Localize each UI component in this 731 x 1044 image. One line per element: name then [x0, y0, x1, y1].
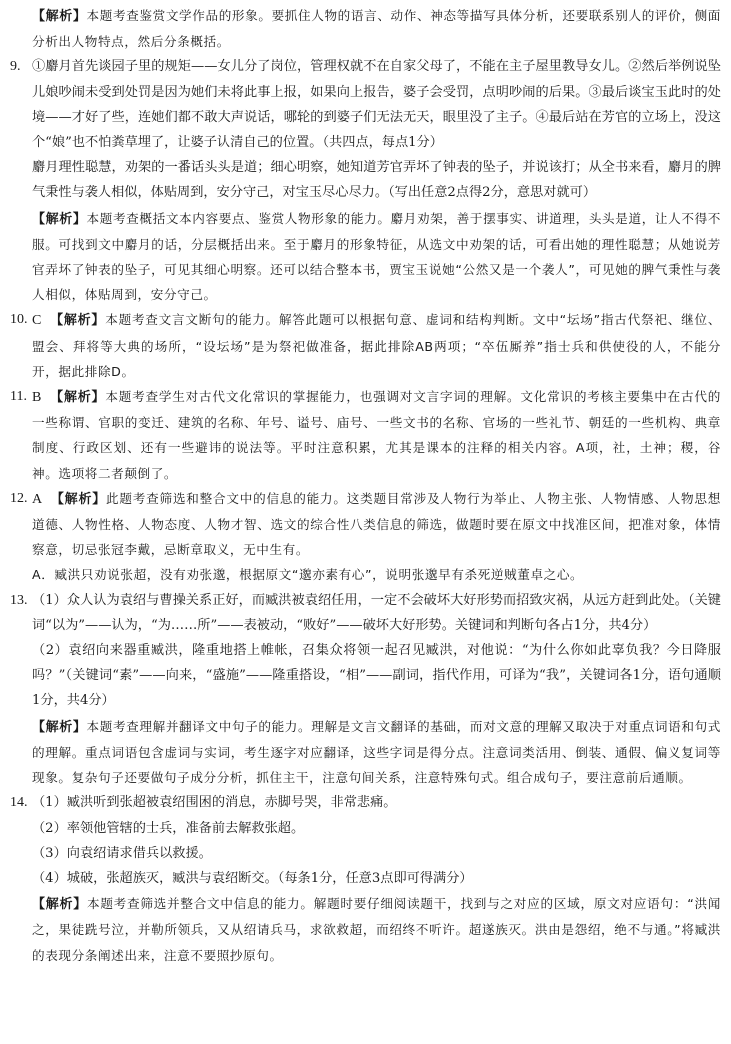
analysis-label: 【解析】: [32, 9, 87, 24]
question-number: 12.: [10, 490, 28, 506]
q14-item-4: （4）城破，张超族灭，臧洪与袁绍断交。（每条1分，任意3点即可得满分）: [32, 870, 473, 886]
analysis-label: 【解析】: [32, 897, 87, 913]
question-number: 9.: [10, 59, 21, 75]
q13-part2: （2）袁绍向来器重臧洪，隆重地搭上帷帐，召集众将领一起召见臧洪，对他说：“为什么你如此辜负我？今日降服吗？”（关键词“素”——向来，“盛施”——隆重搭设，“相”——副词，指代作用，可译为“我”，关键词各1分，语句通顺1分，共4分）: [32, 643, 721, 709]
analysis-label: 【解析】: [50, 491, 107, 507]
q14-item-1: （1）臧洪听到张超被袁绍围困的消息，赤脚号哭，非常悲痛。: [32, 795, 397, 811]
analysis-label: 【解析】: [32, 719, 87, 735]
q13-analysis: [32, 714, 721, 791]
analysis-label: 【解析】: [49, 313, 106, 329]
question-number: 11.: [10, 389, 27, 405]
analysis-text: 本题考查筛选并整合文中信息的能力。解题时要仔细阅读题干，找到与之对应的区域，原文对应语句：“洪闻之，果徒跣号泣，并勒所领兵，又从绍请兵马，求欲救超，而绍终不听许。超遂族灭。洪由是怨绍，绝不与通。”将臧洪的表现分条阐述出来，注意不要照抄原句。: [32, 896, 721, 963]
analysis-text: 本题考查理解并翻译文中句子的能力。理解是文言文翻译的基础，而对文意的理解又取决于对重点词语和句式的理解。重点词语包含虚词与实词，考生逐字对应翻译，这些字词是得分点。注意词类活用、倒装、通假、偏义复词等现象。复杂句子还要做句子成分分析，抓住主干，注意句间关系，注意特殊句式。组合成句子，要注意前后通顺。: [32, 718, 721, 786]
question-10: [0, 307, 731, 384]
answer-letter: B: [32, 390, 42, 406]
analysis-text: 本题考查文言文断句的能力。解答此题可以根据句意、虚词和结构判断。文中“坛场”指古代祭祀、继位、盟会、拜将等大典的场所，“设坛场”是为祭祀做准备，据此排除AB两项；“卒伍厮养”指士兵和供使役的人，不能分开，据此排除D。: [32, 312, 722, 379]
q13-part1: （1）众人认为袁绍与曹操关系正好，而臧洪被袁绍任用，一定不会破坏大好形势而招致灾祸，从远方赶到此处。（关键词“以为”——认为，“为……所”——表被动，“败好”——破坏大好形势。关键词和判断句各占1分，共4分）: [32, 592, 721, 633]
q14-analysis: [32, 891, 721, 968]
question-14: [0, 790, 731, 967]
question-13: [0, 588, 731, 791]
question-9: [0, 54, 731, 307]
q10-answer-analysis: [32, 307, 721, 384]
analysis-text: 本题考查鉴赏文学作品的形象。要抓住人物的语言、动作、神态等描写具体分析，还要联系别人的评价，侧面分析出人物特点，然后分条概括。: [32, 8, 721, 50]
question-12: [0, 486, 731, 588]
answer-page: [0, 3, 731, 968]
question-number: 14.: [10, 795, 28, 811]
analysis-label: 【解析】: [49, 390, 106, 406]
answer-letter: C: [32, 313, 42, 329]
q12-answer-analysis: [32, 486, 721, 563]
q9-answer-part2: 麝月理性聪慧，劝架的一番话头头是道；细心明察，她知道芳官弄坏了钟表的坠子，并说该打；从全书来看，麝月的脾气秉性与袭人相似，体贴周到，安分守己，对宝玉尽心尽力。（写出任意2点得2分，意思对就可）: [32, 160, 721, 201]
analysis-text: 本题考查概括文本内容要点、鉴赏人物形象的能力。麝月劝架，善于摆事实、讲道理，头头是道，让人不得不服。可找到文中麝月的话，分层概括出来。至于麝月的形象特征，从选文中劝架的话，可看出她的理性聪慧；从她说芳官弄坏了钟表的坠子，可见其细心明察。还可以结合整本书，贾宝玉说她“公然又是一个袭人”，可见她的脾气秉性与袭人相似，体贴周到，安分守己。: [32, 210, 721, 303]
question-number: 10.: [10, 312, 28, 328]
q14-item-2: （2）率领他管辖的士兵，准备前去解救张超。: [32, 820, 305, 836]
intro-analysis-block: [0, 3, 731, 54]
q14-item-3: （3）向袁绍请求借兵以救援。: [32, 845, 212, 861]
question-number: 13.: [10, 592, 28, 608]
analysis-text: 本题考查学生对古代文化常识的掌握能力，也强调对文言字词的理解。文化常识的考核主要集中在古代的一些称谓、官职的变迁、建筑的名称、年号、谥号、庙号、一些文书的名称、官场的一些礼节、朝廷的一些机构、典章制度、行政区划、还有一些避讳的说法等。平时注意积累，尤其是课本的注释的相关内容。A项，社，土神；稷，谷神。选项将二者颠倒了。: [32, 389, 721, 481]
analysis-text: 此题考查筛选和整合文中的信息的能力。这类题目常涉及人物行为举止、人物主张、人物情感、人物思想道德、人物性格、人物态度、人物才智、选文的综合性八类信息的筛选，做题时要在原文中找准区间，把准对象，体情察意，切忌张冠李戴，忌断章取义，无中生有。: [32, 490, 721, 558]
analysis-label: 【解析】: [32, 211, 87, 227]
question-11: [0, 384, 731, 486]
q9-answer-part1: ①麝月首先谈园子里的规矩——女儿分了岗位，管理权就不在自家父母了，不能在主子屋里教导女儿。②然后举例说坠儿娘吵闹未受到处罚是因为她们未将此事上报，如果向上报告，婆子会受罚，点明吵闹的后果。③最后谈宝玉此时的处境——才好了些，连她们都不敢大声说话，哪轮的到婆子们无法无天，眼里没了主子。④最后站在芳官的立场上，没这个“娘”也不怕粪草埋了，让婆子认清自己的位置。（共四点，每点1分）: [32, 59, 721, 151]
intro-analysis: [32, 3, 721, 54]
q11-answer-analysis: [32, 384, 721, 486]
q9-analysis: [32, 206, 721, 308]
q12-note: A．臧洪只劝说张超，没有劝张邈，根据原文“邈亦素有心”，说明张邈早有杀死逆贼董卓之心。: [32, 567, 584, 583]
answer-letter: A: [32, 491, 43, 507]
